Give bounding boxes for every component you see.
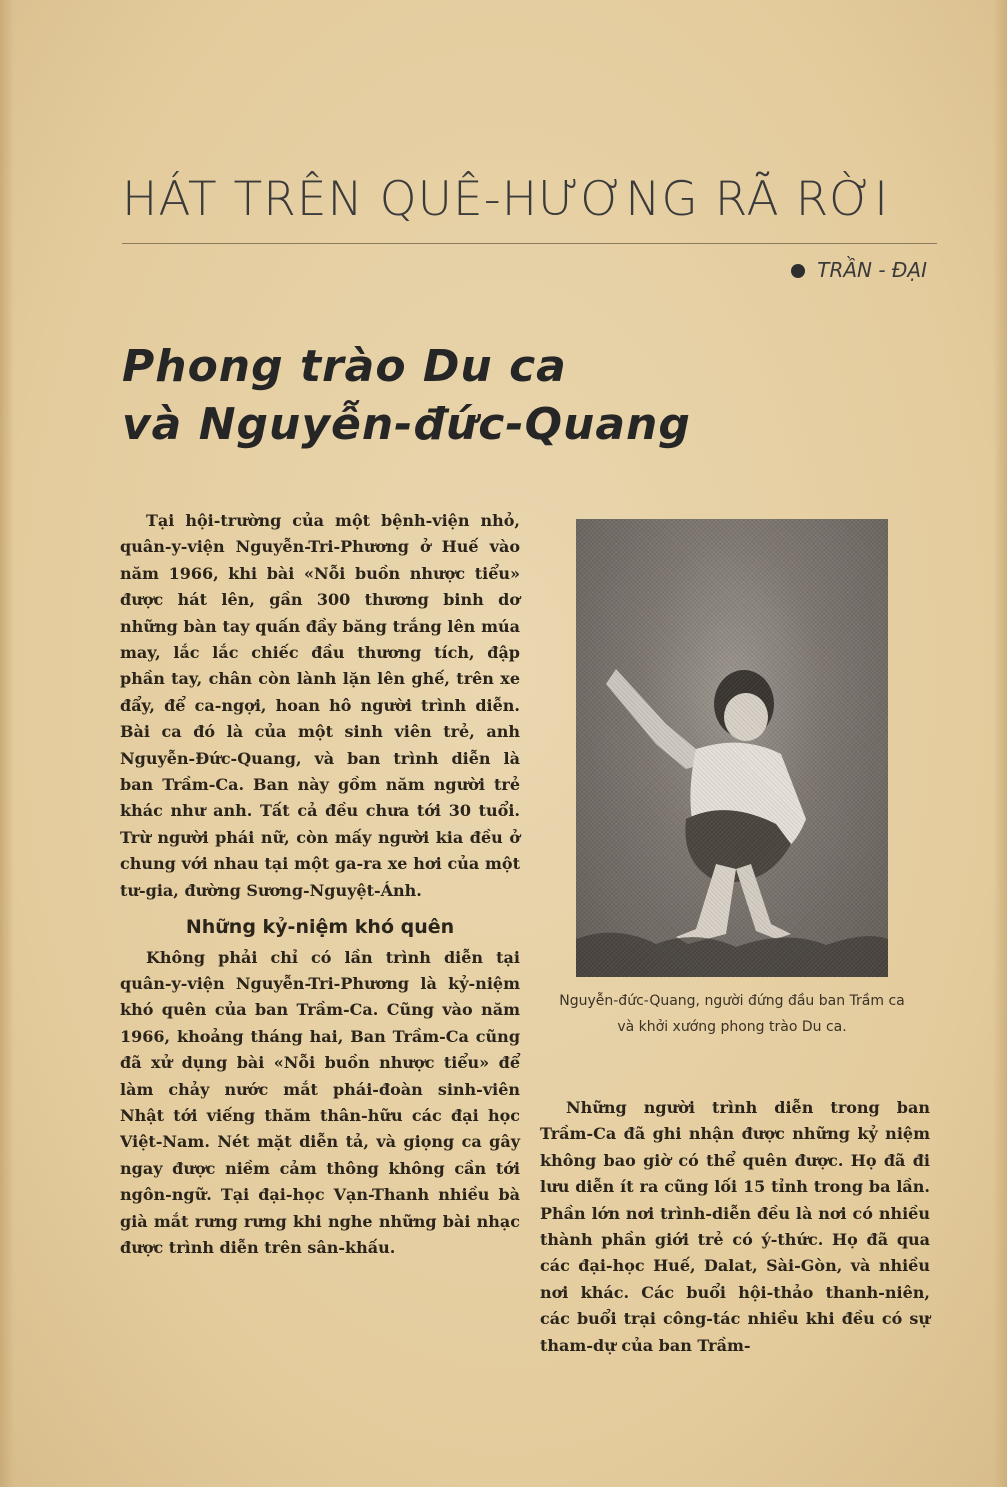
body-paragraph: Không phải chỉ có lần trình diễn tại quân-y-viện Nguyễn-Tri-Phương là kỷ-niệm khó quên của ban Trầm-Ca. Cũng vào năm 1966, khoảng tháng hai, Ban Trầm-Ca cũng đã xử dụng bài «Nỗi buồn nhược tiểu» để làm chảy nước mắt phái-đoàn sinh-viên Nhật tới viếng thăm thân-hữu các đại học Việt-Nam. Nét mặt diễn tả, và giọng ca gây ngay được niềm cảm thông không cần tới ngôn-ngữ. Tại đại-học Vạn-Thanh nhiều bà già mắt rưng rưng khi nghe những bài nhạc được trình diễn trên sân-khấu. (120, 947, 520, 1257)
left-column (120, 508, 520, 1261)
byline (791, 258, 927, 282)
title-divider (122, 243, 937, 244)
section-title: HÁT TRÊN QUÊ-HƯƠNG RÃ RỜI (122, 172, 890, 227)
headline-line-1: Phong trào Du ca (122, 341, 567, 392)
photo-figure-illustration (576, 519, 888, 977)
page-edge-left (0, 0, 14, 1487)
author-name: TRẦN - ĐẠI (817, 258, 927, 282)
photo-caption: Nguyễn-đức-Quang, người đứng đầu ban Trầm ca và khởi xướng phong trào Du ca. (559, 993, 905, 1035)
body-paragraph: Những người trình diễn trong ban Trầm-Ca đã ghi nhận được những kỷ niệm không bao giờ có thể quên được. Họ đã đi lưu diễn ít ra cũng lối 15 tỉnh trong ba lần. Phần lớn nơi trình-diễn đều là nơi có nhiều thành phần giới trẻ có ý-thức. Họ đã qua các đại-học Huế, Dalat, Sài-Gòn, và nhiều nơi khác. Các buổi hội-thảo thanh-niên, các buổi trại công-tác nhiều khi đều có sự tham-dự của ban Trầm- (540, 1098, 930, 1355)
portrait-photo (576, 519, 888, 977)
body-paragraph: Tại hội-trường của một bệnh-viện nhỏ, quân-y-viện Nguyễn-Tri-Phương ở Huế vào năm 1966, khi bài «Nỗi buồn nhược tiểu» được hát lên, gần 300 thương binh dơ những bàn tay quấn đầy băng trắng lên múa may, lắc lắc chiếc đầu thương tích, đập phần tay, chân còn lành lặn lên ghế, trên xe đẩy, để ca-ngợi, hoan hô người trình diễn. Bài ca đó là của một sinh viên trẻ, anh Nguyễn-Đức-Quang, và ban trình diễn là ban Trầm-Ca. Ban này gồm năm người trẻ khác như anh. Tất cả đều chưa tới 30 tuổi. Trừ người phái nữ, còn mấy người kia đều ở chung với nhau tại một ga-ra xe hơi của một tư-gia, đường Sương-Nguyệt-Ánh. (120, 511, 520, 900)
bullet-icon (791, 264, 805, 278)
headline-line-2: và Nguyễn-đức-Quang (122, 399, 691, 450)
right-column (540, 1095, 930, 1359)
page-edge-right (993, 0, 1007, 1487)
subheading: Những kỷ-niệm khó quên (185, 916, 455, 939)
article-headline (122, 338, 762, 454)
